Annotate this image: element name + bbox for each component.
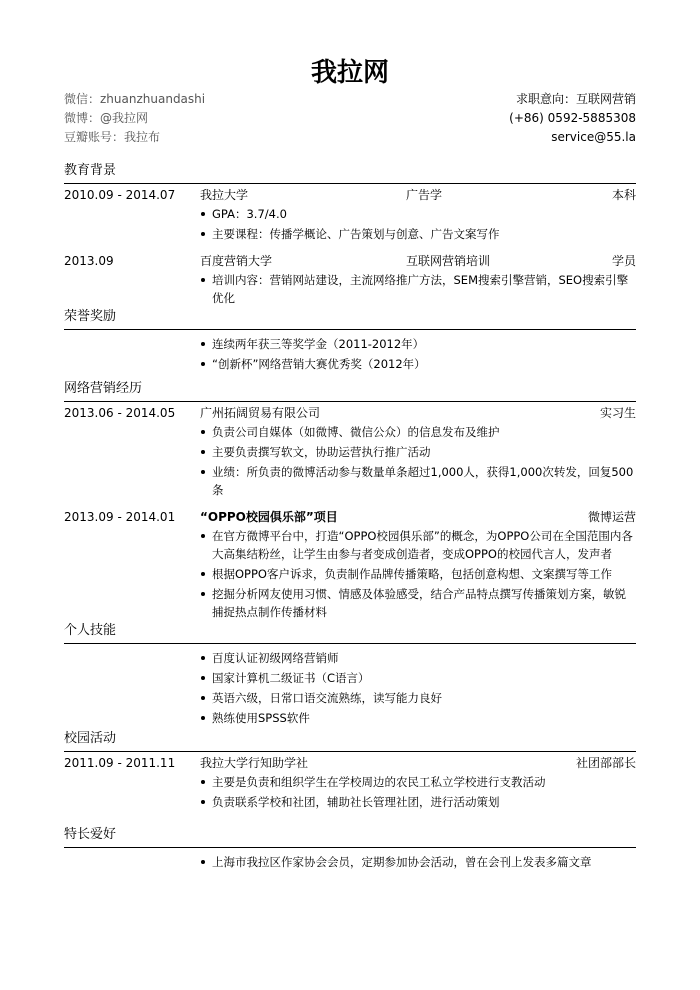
entry-role: 学员 bbox=[611, 254, 636, 268]
weibo: 微博：@我拉网 bbox=[64, 111, 149, 125]
list-item: 根据OPPO客户诉求，负责制作品牌传播策略，包括创意构想、文案撰写等工作 bbox=[200, 565, 636, 583]
section-skills bbox=[64, 622, 636, 727]
list-item: 连续两年获三等奖学金（2011-2012年） bbox=[200, 335, 636, 353]
list-item: 在官方微博平台中，打造“OPPO校园俱乐部”的概念，为OPPO公司在全国范围内各大高集结粉丝，让学生由参与者变成创造者，变成OPPO的校园代言人，发声者 bbox=[200, 527, 636, 563]
education-entry bbox=[64, 185, 636, 243]
entry-org: 我拉大学行知助学社 bbox=[200, 756, 309, 770]
job-objective: 求职意向：互联网营销 bbox=[515, 92, 636, 106]
entry-role: 微博运营 bbox=[587, 510, 636, 524]
campus-entry bbox=[64, 753, 636, 811]
section-title: 教育背景 bbox=[64, 162, 636, 184]
section-education bbox=[64, 162, 636, 307]
list-item: 主要负责撰写软文，协助运营执行推广活动 bbox=[200, 443, 636, 461]
entry-org: 我拉大学 bbox=[200, 188, 249, 202]
entry-degree: 本科 bbox=[611, 188, 636, 202]
email: service@55.la bbox=[551, 130, 636, 144]
list-item: 百度认证初级网络营销师 bbox=[200, 649, 636, 667]
education-entry bbox=[64, 251, 636, 307]
list-item: 熟练使用SPSS软件 bbox=[200, 709, 636, 727]
douban: 豆瓣账号：我拉布 bbox=[64, 130, 161, 144]
section-title: 个人技能 bbox=[64, 622, 636, 644]
section-title: 网络营销经历 bbox=[64, 380, 636, 402]
list-item: 挖掘分析网友使用习惯、情感及体验感受，结合产品特点撰写传播策划方案，敏锐捕捉热点制作传播材料 bbox=[200, 585, 636, 621]
entry-date: 2013.09 - 2014.01 bbox=[64, 510, 176, 524]
list-item: 负责联系学校和社团，辅助社长管理社团，进行活动策划 bbox=[200, 793, 636, 811]
entry-date: 2013.06 - 2014.05 bbox=[64, 406, 176, 420]
experience-entry bbox=[64, 403, 636, 499]
list-item: GPA：3.7/4.0 bbox=[200, 205, 636, 223]
entry-program: 互联网营销培训 bbox=[406, 254, 491, 268]
experience-entry bbox=[64, 507, 636, 621]
entry-org: 广州拓阔贸易有限公司 bbox=[200, 406, 321, 420]
entry-date: 2010.09 - 2014.07 bbox=[64, 188, 176, 202]
list-item: 英语六级，日常口语交流熟练，读写能力良好 bbox=[200, 689, 636, 707]
wechat: 微信：zhuanzhuandashi bbox=[64, 92, 206, 106]
section-title: 校园活动 bbox=[64, 730, 636, 752]
entry-date: 2013.09 bbox=[64, 254, 114, 268]
section-campus bbox=[64, 730, 636, 811]
contact-left bbox=[64, 90, 205, 147]
entry-org: 百度营销大学 bbox=[200, 254, 273, 268]
contact-right bbox=[509, 90, 636, 147]
list-item: 主要是负责和组织学生在学校周边的农民工私立学校进行支教活动 bbox=[200, 773, 636, 791]
list-item: 业绩：所负责的微博活动参与数量单条超过1,000人，获得1,000次转发，回复500条 bbox=[200, 463, 636, 499]
list-item: 主要课程：传播学概论、广告策划与创意、广告文案写作 bbox=[200, 225, 636, 243]
section-title: 荣誉奖励 bbox=[64, 308, 636, 330]
section-experience bbox=[64, 380, 636, 621]
entry-major: 广告学 bbox=[406, 188, 443, 202]
list-item: 培训内容：营销网站建设，主流网络推广方法，SEM搜索引擎营销，SEO搜索引擎优化 bbox=[200, 271, 636, 307]
list-item: “创新杯”网络营销大赛优秀奖（2012年） bbox=[200, 355, 636, 373]
entry-date: 2011.09 - 2011.11 bbox=[64, 756, 176, 770]
section-hobbies bbox=[64, 826, 636, 871]
section-awards bbox=[64, 308, 636, 373]
entry-role: 社团部部长 bbox=[575, 756, 636, 770]
section-title: 特长爱好 bbox=[64, 826, 636, 848]
phone: (+86) 0592-5885308 bbox=[509, 111, 636, 125]
list-item: 负责公司自媒体（如微博、微信公众）的信息发布及维护 bbox=[200, 423, 636, 441]
entry-project: “OPPO校园俱乐部”项目 bbox=[200, 510, 338, 524]
entry-role: 实习生 bbox=[599, 406, 636, 420]
resume-name: 我拉网 bbox=[310, 58, 389, 88]
list-item: 上海市我拉区作家协会会员，定期参加协会活动，曾在会刊上发表多篇文章 bbox=[200, 853, 636, 871]
list-item: 国家计算机二级证书（C语言） bbox=[200, 669, 636, 687]
